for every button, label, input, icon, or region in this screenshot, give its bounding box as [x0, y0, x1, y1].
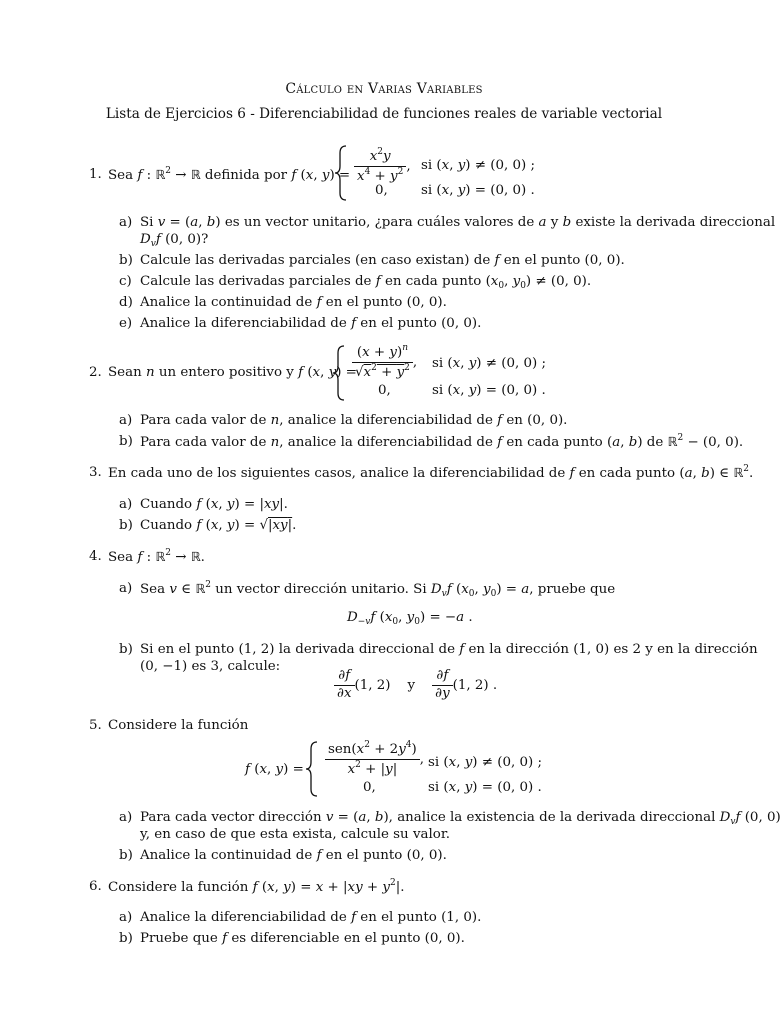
display-equation: $D_{-v}f$ ($x_0$, $y_0) = -a$ .: [347, 610, 473, 627]
item-text: Si v = (a, b) es un vector unitario, ¿para cuáles valores de a y b existe la derivada direccional: [140, 215, 776, 230]
item-text: Cuando f (x, y) = |xy|.: [140, 497, 288, 512]
item-text: Analice la diferenciabilidad de f en el punto (1, 0).: [140, 910, 482, 925]
item-text: Si en el punto (1, 2) la derivada direccional de f en la dirección (1, 0) es 2 y en la dirección: [140, 642, 758, 657]
piecewise-condition-1: si (x, y) ≠ (0, 0) ;: [432, 356, 547, 371]
exercise-statement: En cada uno de los siguientes casos, analice la diferenciabilidad de f en cada punto (a, b) ∈ ℝ$^2$.: [108, 464, 754, 481]
item-label: a): [119, 215, 133, 230]
exercise-number: 1.: [89, 167, 102, 182]
piecewise-case-1: $\frac{x^2y}{x^4 + y^2}$ ,: [354, 147, 411, 186]
piecewise-case-2: 0,: [375, 183, 388, 198]
document-title: Cálculo en Varias Variables: [285, 81, 483, 97]
item-label: a): [119, 581, 133, 596]
document-subtitle: Lista de Ejercicios 6 - Diferenciabilidad de funciones reales de variable vectorial: [105, 106, 663, 122]
item-label: b): [119, 848, 133, 863]
item-text: Para cada valor de n, analice la diferenciabilidad de f en (0, 0).: [140, 413, 568, 428]
piecewise-brace-icon: [332, 144, 350, 202]
piecewise-case-2: 0,: [363, 780, 376, 795]
item-label: b): [119, 642, 133, 657]
piecewise-brace-icon: [303, 740, 321, 798]
item-label: b): [119, 253, 133, 268]
item-label: a): [119, 910, 133, 925]
piecewise-case-2: 0,: [378, 383, 391, 398]
display-equation: $\frac{\partial f}{\partial x}$ (1, 2) y $\frac{\partial f}{\partial y}$ (1, 2) .: [334, 668, 497, 703]
item-text: Sea v ∈ ℝ$^2$ un vector dirección unitario. Si $D_vf$ ($x_0$, $y_0) = a$, pruebe que: [140, 580, 616, 599]
item-label: c): [119, 274, 132, 289]
piecewise-condition-2: si (x, y) = (0, 0) .: [432, 383, 546, 398]
item-text: Analice la diferenciabilidad de f en el punto (0, 0).: [140, 316, 482, 331]
item-label: a): [119, 810, 133, 825]
exercise-statement: Sea f : ℝ$^2$ → ℝ.: [108, 548, 205, 565]
piecewise-condition-1: si (x, y) ≠ (0, 0) ;: [428, 755, 543, 770]
exercise-number: 6.: [89, 879, 102, 894]
item-text: Calcule las derivadas parciales de f en cada punto ($x_0$, $y_0) \ne (0$, 0).: [140, 274, 592, 291]
item-label: b): [119, 931, 133, 946]
item-label: d): [119, 295, 133, 310]
item-label: b): [119, 518, 133, 533]
item-text: Analice la continuidad de f en el punto (0, 0).: [140, 295, 447, 310]
exercise-number: 3.: [89, 465, 102, 480]
item-text: Cuando f (x, y) = √|xy|.: [140, 518, 297, 533]
piecewise-brace-icon: [330, 344, 348, 402]
exercise-number: 2.: [89, 365, 102, 380]
item-text-continued: y, en caso de que esta exista, calcule su valor.: [140, 827, 451, 842]
exercise-statement: Considere la función f (x, $y) = x + |xy + y^2|$.: [108, 878, 405, 895]
piecewise-case-1: $\frac{(x + y)^n}{√x^2 + y^2}$ ,: [352, 343, 417, 382]
exercise-statement-lead: Sea f : ℝ$^2$ → ℝ definida por f (x, y) =: [108, 166, 351, 183]
item-text: Calcule las derivadas parciales (en caso existan) de f en el punto (0, 0).: [140, 253, 625, 268]
exercise-number: 4.: [89, 549, 102, 564]
item-text-continued: (0, −1) es 3, calcule:: [140, 659, 281, 674]
piecewise-case-1: $\frac{sen(x^2 + 2y^4)}{x^2 + |y|}$ ,: [325, 740, 424, 779]
item-label: b): [119, 434, 133, 449]
item-label: e): [119, 316, 133, 331]
item-text-continued: $D_vf$ (0, 0)?: [140, 232, 209, 249]
item-text: Analice la continuidad de f en el punto (0, 0).: [140, 848, 447, 863]
exercise-statement-lead: Sean n un entero positivo y f (x, y) =: [108, 365, 357, 380]
function-lhs: f (x, y) =: [245, 762, 304, 777]
item-label: a): [119, 413, 133, 428]
piecewise-condition-1: si (x, y) ≠ (0, 0) ;: [421, 158, 536, 173]
piecewise-condition-2: si (x, y) = (0, 0) .: [421, 183, 535, 198]
item-text: Para cada valor de n, analice la diferenciabilidad de f en cada punto (a, b) de ℝ$^2$ − (0, 0).: [140, 433, 744, 450]
exercise-statement-lead: Considere la función: [108, 718, 249, 733]
piecewise-condition-2: si (x, y) = (0, 0) .: [428, 780, 542, 795]
exercise-number: 5.: [89, 718, 102, 733]
item-text: Para cada vector dirección v = (a, b), analice la existencia de la derivada direccional $D_vf$ (0, 0): [140, 810, 781, 827]
item-text: Pruebe que f es diferenciable en el punto (0, 0).: [140, 931, 465, 946]
item-label: a): [119, 497, 133, 512]
